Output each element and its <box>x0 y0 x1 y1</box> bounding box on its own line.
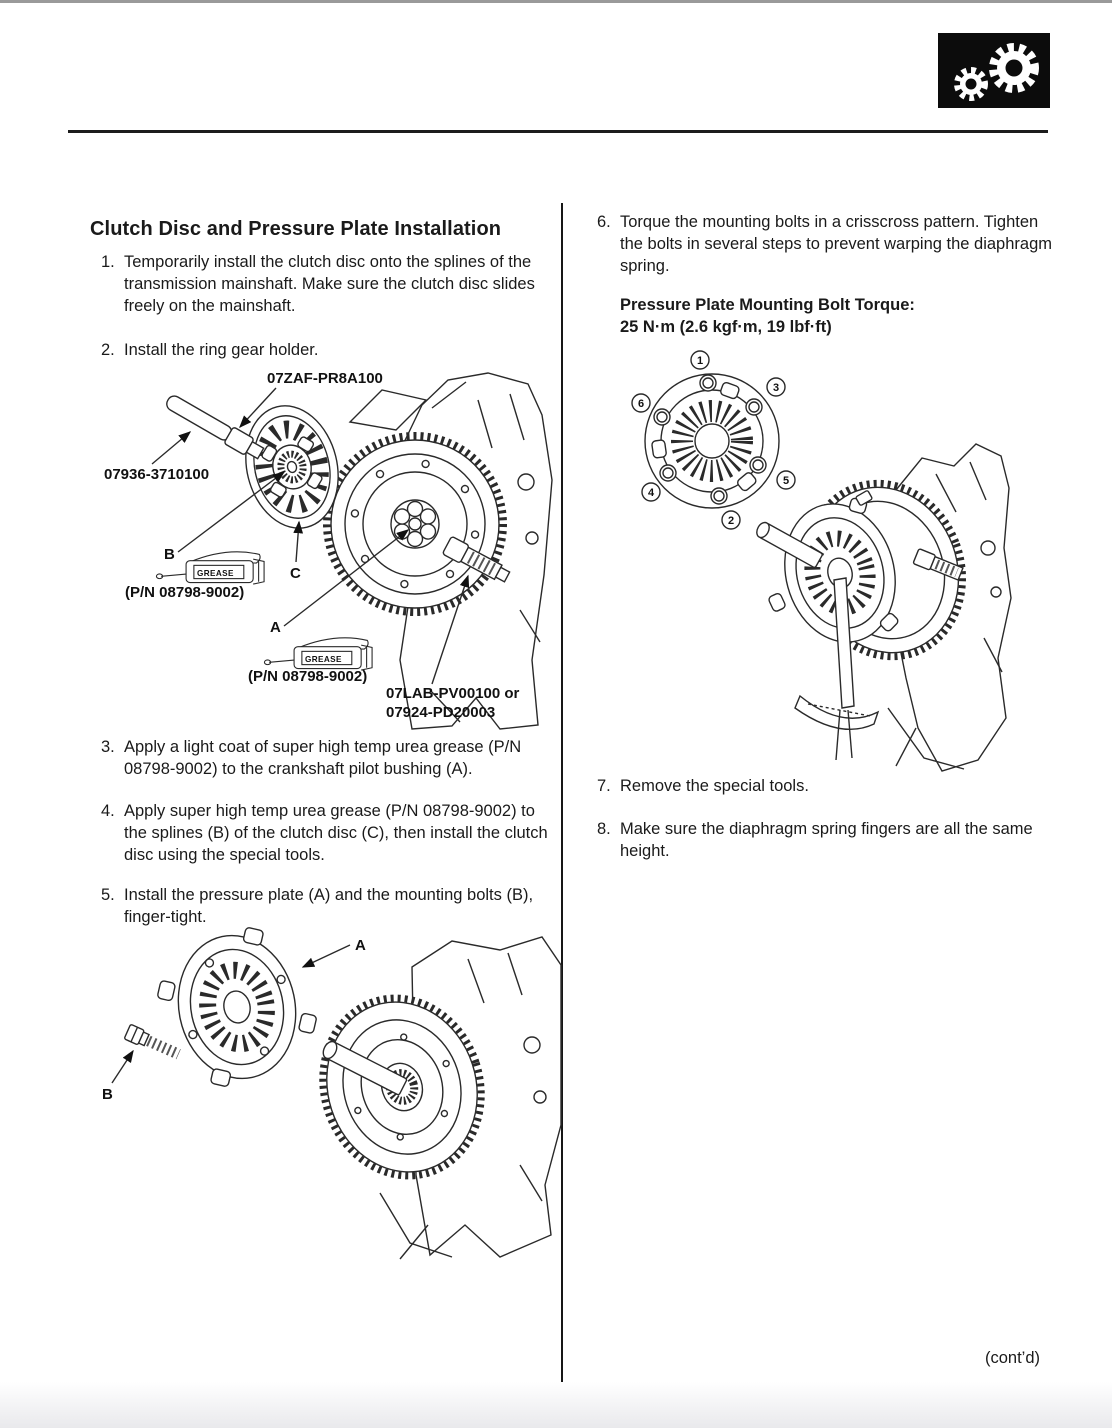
step-text: Make sure the diaphragm spring fingers are all the same height. <box>620 820 1033 860</box>
grease-tube-icon <box>264 638 372 670</box>
callout-letter-b: B <box>102 1086 113 1103</box>
step-6 <box>597 211 1054 277</box>
step-2 <box>101 339 560 361</box>
grease-label: GREASE <box>197 568 234 578</box>
figure-clutch-disc-tools <box>80 360 570 732</box>
part-number-label: 07LAB-PV00100 or <box>386 685 520 702</box>
sequence-number-6: 6 <box>637 398 645 410</box>
step-text: Apply a light coat of super high temp urea grease (P/N 08798-9002) to the crankshaft pilot bushing (A). <box>124 738 522 778</box>
step-text: Remove the special tools. <box>620 777 809 795</box>
step-7 <box>597 775 1054 797</box>
grease-part-number: (P/N 08798-9002) <box>248 668 368 685</box>
sequence-number-2: 2 <box>727 515 735 527</box>
callout-letter-b: B <box>164 546 175 563</box>
step-1 <box>101 251 560 317</box>
callout-letter-a: A <box>270 619 281 636</box>
step-5 <box>101 884 560 928</box>
step-number: 4. <box>101 802 115 820</box>
callout-letter-c: C <box>290 565 301 582</box>
step-number: 6. <box>597 213 611 231</box>
pressure-plate-drawing <box>146 925 327 1098</box>
leader-a <box>303 945 350 967</box>
grease-label: GREASE <box>305 654 342 664</box>
step-number: 1. <box>101 253 115 271</box>
step-text: Install the pressure plate (A) and the mounting bolts (B), finger-tight. <box>124 886 534 926</box>
page-top-edge <box>0 0 1112 3</box>
sequence-number-3: 3 <box>772 382 780 394</box>
part-number-label: 07936-3710100 <box>104 466 210 483</box>
step-number: 8. <box>597 820 611 838</box>
step-number: 3. <box>101 738 115 756</box>
step-8 <box>597 818 1054 862</box>
step-4 <box>101 800 560 866</box>
gears-logo <box>938 33 1050 108</box>
leader-b <box>112 1051 133 1083</box>
step-text: Torque the mounting bolts in a crisscross pattern. Tighten the bolts in several steps to prevent warping the diaphragm spring. <box>620 213 1052 275</box>
step-text: Apply super high temp urea grease (P/N 08798-9002) to the splines (B) of the clutch disc (C), then install the clutch disc using the special tools. <box>124 802 548 864</box>
figure-assembly-with-tools <box>748 428 1020 773</box>
sequence-number-1: 1 <box>696 355 704 367</box>
sequence-number-4: 4 <box>647 487 655 499</box>
step-number: 2. <box>101 341 115 359</box>
callout-letter-a: A <box>355 937 366 954</box>
step-number: 5. <box>101 886 115 904</box>
torque-spec-value: 25 N·m (2.6 kgf·m, 19 lbf·ft) <box>620 318 832 336</box>
leader-07936 <box>152 432 190 464</box>
page-bottom-fade <box>0 1382 1112 1428</box>
step-number: 7. <box>597 777 611 795</box>
gears-icon <box>938 33 1050 108</box>
grease-part-number: (P/N 08798-9002) <box>125 584 245 601</box>
handle-tool-drawing <box>163 392 265 462</box>
torque-spec <box>620 294 915 338</box>
sequence-number-5: 5 <box>782 475 790 487</box>
header-rule <box>68 130 1048 133</box>
step-3 <box>101 736 560 780</box>
step-text: Temporarily install the clutch disc onto the splines of the transmission mainshaft. Make sure the clutch disc slides freely on the mainshaft. <box>124 253 535 315</box>
part-number-label: 07ZAF-PR8A100 <box>267 370 383 387</box>
torque-spec-label: Pressure Plate Mounting Bolt Torque: <box>620 296 915 314</box>
step-text: Install the ring gear holder. <box>124 341 319 359</box>
page-title: Clutch Disc and Pressure Plate Installation <box>90 218 502 241</box>
mounting-bolt-drawing <box>124 1024 182 1061</box>
figure-pressure-plate-install <box>80 925 570 1260</box>
continued-marker: (cont’d) <box>984 1349 1040 1367</box>
part-number-label: 07924-PD20003 <box>386 704 496 721</box>
